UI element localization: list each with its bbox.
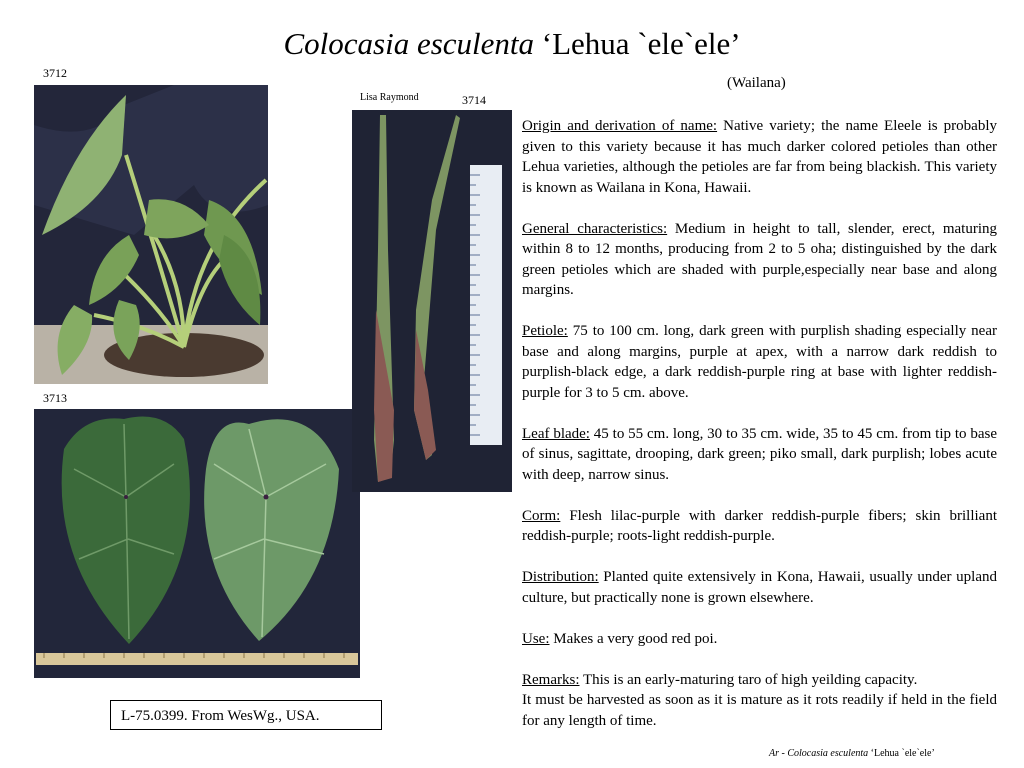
section-heading: Petiole: (522, 323, 568, 339)
photo-leaf-blades (34, 409, 360, 678)
photo-3714-label: 3714 (462, 93, 486, 107)
section-text-extra: It must be harvested as soon as it is mature as it rots readily if held in the field for any length of time. (522, 692, 997, 729)
title-cultivar: ‘Lehua `ele`ele’ (541, 26, 741, 61)
section-heading: Use: (522, 630, 550, 647)
section-heading: Origin and derivation of name: (522, 118, 718, 134)
photo-credit: Lisa Raymond (360, 92, 419, 103)
section-leaf-blade (522, 424, 997, 486)
section-text: Flesh lilac-purple with darker reddish-purple fibers; skin brilliant reddish-purple; roots-light reddish-purple. (522, 507, 997, 544)
section-remarks (522, 670, 997, 732)
section-text: Native variety; the name Eleele is probably given to this variety because it has much darker colored petioles than other Lehua varieties, although the petioles are far from being blackish. This variety is known as Wailana in Kona, Hawaii. (522, 118, 997, 196)
section-corm (522, 506, 997, 547)
section-heading: General characteristics: (522, 220, 668, 237)
section-use (522, 629, 997, 650)
description-column (522, 116, 997, 731)
section-distribution (522, 567, 997, 608)
section-heading: Distribution: (522, 569, 599, 585)
section-origin (522, 116, 997, 198)
photo-3713-label: 3713 (43, 391, 67, 405)
section-text: 75 to 100 cm. long, dark green with purplish shading especially near base and along margins, purple at apex, with a narrow dark reddish to purplish-black edge, a dark reddish-purple ring at base with lighter reddish-purple for 3 to 5 cm. above. (522, 323, 997, 401)
footer-cultivar: ‘Lehua `ele`ele’ (868, 748, 935, 759)
title-species: Colocasia esculenta (283, 26, 535, 61)
photo-whole-plant (34, 85, 268, 384)
section-general (522, 219, 997, 301)
section-heading: Remarks: (522, 671, 580, 688)
section-text: Planted quite extensively in Kona, Hawaii, usually under upland culture, but practically none is grown elsewhere. (522, 569, 997, 606)
footer-prefix: Ar - (769, 748, 788, 759)
page-title (0, 26, 1024, 62)
footer-species: Colocasia esculenta (787, 748, 869, 759)
photo-petioles (352, 110, 512, 492)
accession-box: L-75.0399. From WesWg., USA. (110, 700, 382, 730)
synonym-label: (Wailana) (727, 75, 786, 91)
section-text: Medium in height to tall, slender, erect, maturing within 8 to 12 months, producing from 2 to 5 oha; distinguished by the dark green petioles which are shaded with purple,especially near base and along margins. (522, 220, 997, 298)
footer-caption (769, 748, 935, 759)
section-heading: Leaf blade: (522, 425, 590, 442)
section-text: Makes a very good red poi. (549, 630, 718, 647)
section-petiole (522, 321, 997, 403)
section-text: This is an early-maturing taro of high yeilding capacity. (579, 671, 918, 688)
section-heading: Corm: (522, 507, 561, 524)
section-text: 45 to 55 cm. long, 30 to 35 cm. wide, 35 to 45 cm. from tip to base of sinus, sagittate, drooping, dark green; piko small, dark purplish; lobes acute with deep, narrow sinus. (522, 425, 997, 483)
photo-3712-label: 3712 (43, 66, 67, 80)
